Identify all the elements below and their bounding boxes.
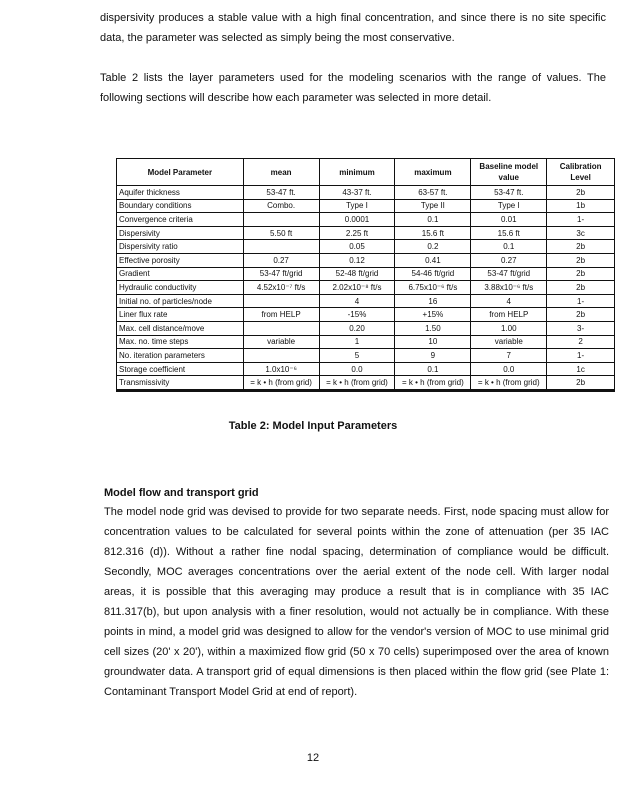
table-cell: = k • h (from grid) (319, 376, 395, 391)
table-cell: 53-47 ft/grid (471, 267, 547, 281)
table-cell (243, 240, 319, 254)
table-cell: 0.2 (395, 240, 471, 254)
table-row (117, 308, 615, 322)
table-cell: 53-47 ft/grid (243, 267, 319, 281)
parameter-name-cell: Dispersivity (117, 226, 244, 240)
table-row (117, 321, 615, 335)
column-header: Calibration Level (547, 159, 615, 186)
table-cell: 15.6 ft (395, 226, 471, 240)
table-cell: 52-48 ft/grid (319, 267, 395, 281)
parameter-name-cell: Max. no. time steps (117, 335, 244, 349)
table-cell: 5.50 ft (243, 226, 319, 240)
parameter-name-cell: Convergence criteria (117, 213, 244, 227)
table-cell: -15% (319, 308, 395, 322)
table-cell: 63-57 ft. (395, 186, 471, 200)
model-parameters-table (116, 158, 615, 392)
table-cell: 3.88x10⁻⁶ ft/s (471, 281, 547, 295)
page-number: 12 (306, 752, 320, 764)
table-cell: 1b (547, 199, 615, 213)
table-cell: 0.1 (395, 362, 471, 376)
section-heading: Model flow and transport grid (104, 487, 259, 499)
table-row (117, 362, 615, 376)
table-row (117, 213, 615, 227)
table-cell: 1.50 (395, 321, 471, 335)
column-header: mean (243, 159, 319, 186)
table-cell: 0.1 (471, 240, 547, 254)
table-cell: 1c (547, 362, 615, 376)
table-row (117, 281, 615, 295)
table-cell: 1- (547, 213, 615, 227)
table-cell: 2b (547, 308, 615, 322)
table-cell: 16 (395, 294, 471, 308)
table-cell: 5 (319, 349, 395, 363)
table-cell: 4 (471, 294, 547, 308)
table-cell: from HELP (243, 308, 319, 322)
table-cell (243, 349, 319, 363)
table-row (117, 186, 615, 200)
intro-paragraph: dispersivity produces a stable value with a high final concentration, and since there is no site specific data, the parameter was selected as simply being the most conservative. (100, 12, 606, 44)
parameter-name-cell: Storage coefficient (117, 362, 244, 376)
table-header-row (117, 159, 615, 186)
table-cell: 3- (547, 321, 615, 335)
table-cell: Combo. (243, 199, 319, 213)
table-cell: 0.0001 (319, 213, 395, 227)
table-cell: 1- (547, 294, 615, 308)
table-cell: 1 (319, 335, 395, 349)
table-row (117, 294, 615, 308)
table-cell: 0.0 (471, 362, 547, 376)
table-cell: 10 (395, 335, 471, 349)
table-cell: 3c (547, 226, 615, 240)
table-cell: 2b (547, 281, 615, 295)
table-cell: 2.02x10⁻⁸ ft/s (319, 281, 395, 295)
table-row (117, 376, 615, 391)
table-cell: 2b (547, 240, 615, 254)
table-cell: 9 (395, 349, 471, 363)
table-cell: 0.27 (243, 253, 319, 267)
table-cell: = k • h (from grid) (471, 376, 547, 391)
column-header: minimum (319, 159, 395, 186)
table-cell: 2 (547, 335, 615, 349)
table-cell: = k • h (from grid) (395, 376, 471, 391)
table-cell: 6.75x10⁻⁶ ft/s (395, 281, 471, 295)
parameter-name-cell: Gradient (117, 267, 244, 281)
table-cell: variable (471, 335, 547, 349)
table-cell: 0.0 (319, 362, 395, 376)
table-cell: 1.00 (471, 321, 547, 335)
table-cell (243, 321, 319, 335)
table-cell: 53-47 ft. (471, 186, 547, 200)
parameter-name-cell: Transmissivity (117, 376, 244, 391)
table-row (117, 226, 615, 240)
parameter-name-cell: Initial no. of particles/node (117, 294, 244, 308)
table-row (117, 335, 615, 349)
table-caption: Table 2: Model Input Parameters (228, 420, 398, 432)
table-cell (243, 213, 319, 227)
table-cell: Type I (319, 199, 395, 213)
table-cell: 15.6 ft (471, 226, 547, 240)
section-paragraph: The model node grid was devised to provide for two separate needs. First, node spacing must allow for concentration values to be calculated for several points within the zone of attenuation (per 35 IAC 812.316 (d)). Without a rather fine nodal spacing, determination of compliance would be difficult. Secondly, MOC averages concentrations over the aerial extent of the node cell. With larger nodal areas, it is possible that this averaging may produce a result that is in compliance with 35 IAC 811.317(b), but upon analysis with a finer resolution, would not actually be in compliance. With these points in mind, a model grid was designed to allow for the vendor's version of MOC to use minimal grid cell sizes (20' x 20'), within a maximized flow grid (50 x 70 cells) superimposed over the area of known groundwater data. A transport grid of equal dimensions is then placed within the flow grid (see Plate 1: Contaminant Transport Model Grid at end of report). (104, 506, 609, 698)
table-cell: 2b (547, 267, 615, 281)
table-cell: variable (243, 335, 319, 349)
parameter-name-cell: Effective porosity (117, 253, 244, 267)
table-cell (243, 294, 319, 308)
column-header: maximum (395, 159, 471, 186)
table-cell: 0.27 (471, 253, 547, 267)
column-header: Model Parameter (117, 159, 244, 186)
table-cell: 53-47 ft. (243, 186, 319, 200)
table-row (117, 349, 615, 363)
table-row (117, 240, 615, 254)
parameter-name-cell: Hydraulic conductivity (117, 281, 244, 295)
table-cell: 54-46 ft/grid (395, 267, 471, 281)
table-cell: from HELP (471, 308, 547, 322)
table-cell: 0.01 (471, 213, 547, 227)
table-cell: 1.0x10⁻⁶ (243, 362, 319, 376)
table-cell: 1- (547, 349, 615, 363)
table-cell: 2b (547, 253, 615, 267)
table-row (117, 267, 615, 281)
parameter-name-cell: Max. cell distance/move (117, 321, 244, 335)
table-cell: = k • h (from grid) (243, 376, 319, 391)
table-body (117, 186, 615, 391)
table-row (117, 199, 615, 213)
parameter-name-cell: Aquifer thickness (117, 186, 244, 200)
table-cell: 0.41 (395, 253, 471, 267)
parameter-name-cell: Boundary conditions (117, 199, 244, 213)
table-cell: 2b (547, 376, 615, 391)
column-header: Baseline model value (471, 159, 547, 186)
table-cell: +15% (395, 308, 471, 322)
table-cell: 2b (547, 186, 615, 200)
table-cell: 0.12 (319, 253, 395, 267)
table-cell: 43-37 ft. (319, 186, 395, 200)
table-cell: 7 (471, 349, 547, 363)
table-cell: Type II (395, 199, 471, 213)
table-cell: 2.25 ft (319, 226, 395, 240)
parameter-name-cell: Dispersivity ratio (117, 240, 244, 254)
table-cell: Type I (471, 199, 547, 213)
table-cell: 0.1 (395, 213, 471, 227)
table-cell: 4 (319, 294, 395, 308)
table-cell: 0.05 (319, 240, 395, 254)
parameter-name-cell: No. iteration parameters (117, 349, 244, 363)
table-cell: 4.52x10⁻⁷ ft/s (243, 281, 319, 295)
table-row (117, 253, 615, 267)
table-intro-paragraph: Table 2 lists the layer parameters used for the modeling scenarios with the range of values. The following sections will describe how each parameter was selected in more detail. (100, 72, 606, 104)
parameter-name-cell: Liner flux rate (117, 308, 244, 322)
table-cell: 0.20 (319, 321, 395, 335)
